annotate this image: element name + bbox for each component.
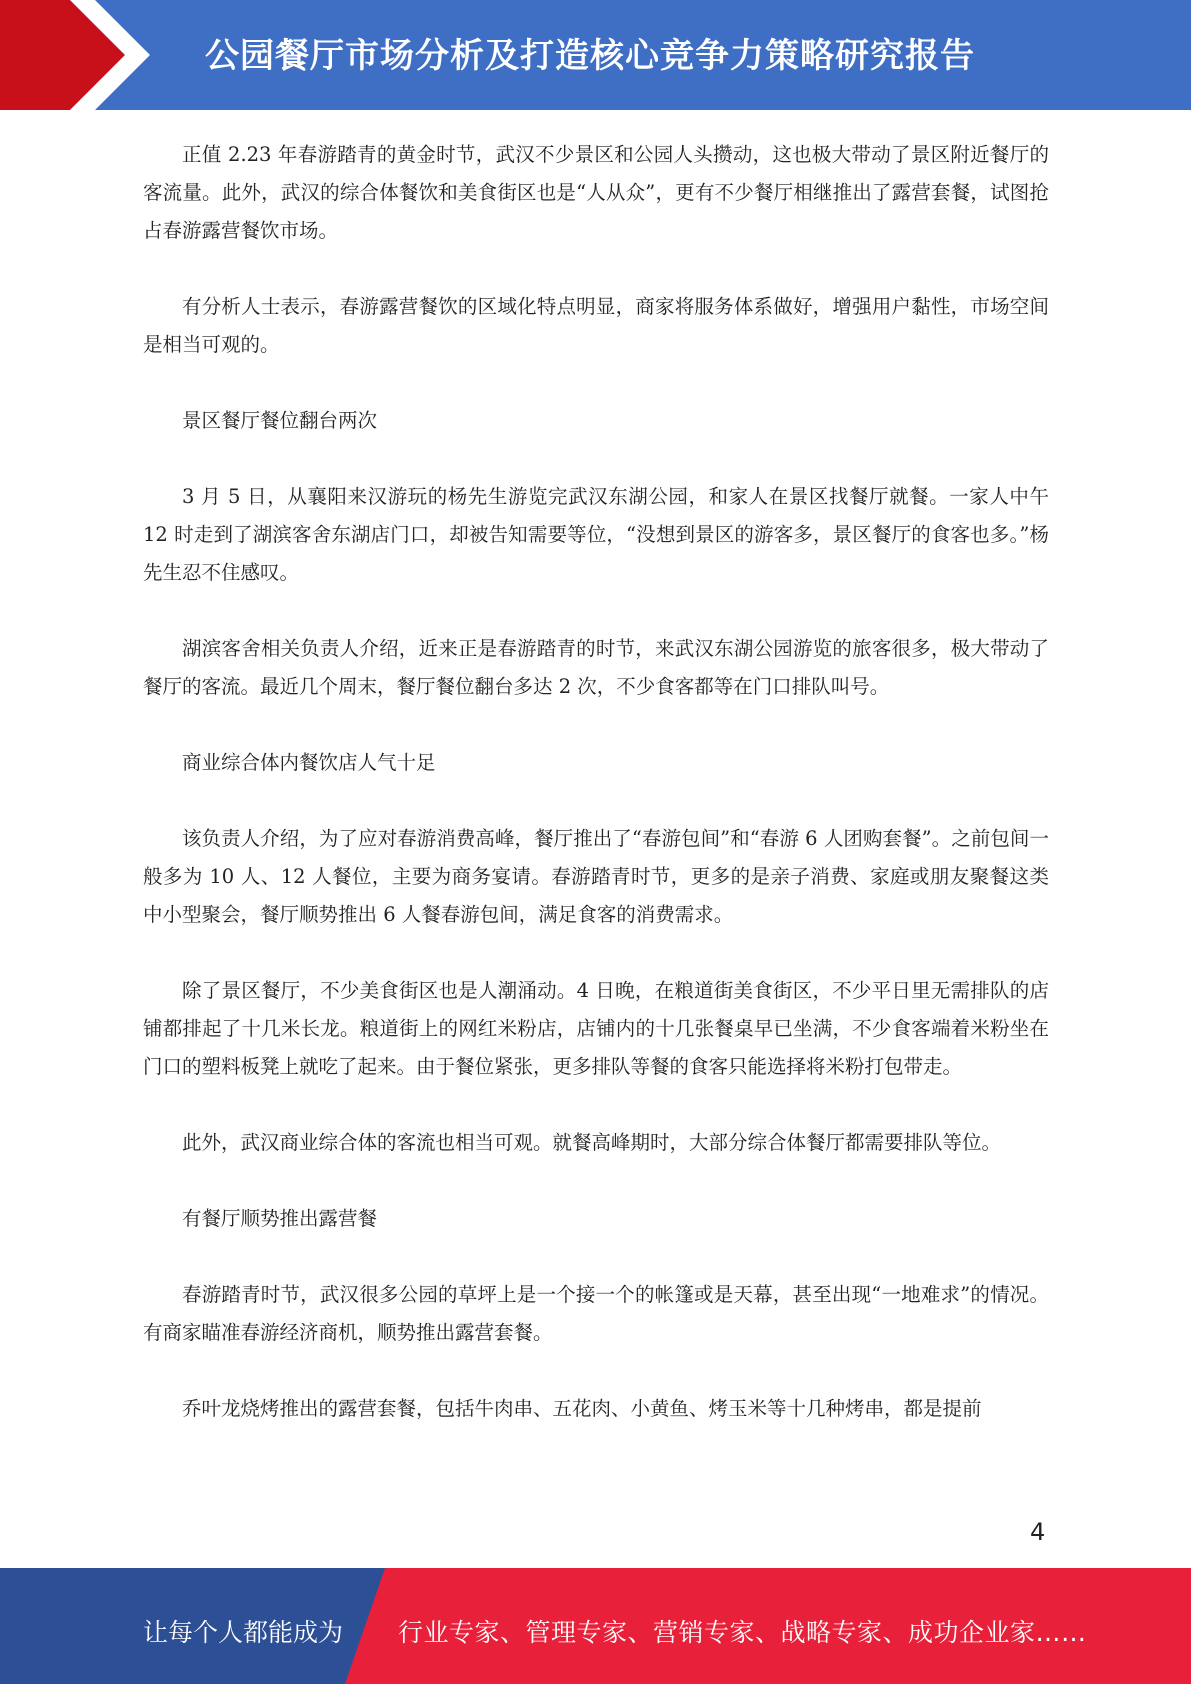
section-heading: 商业综合体内餐饮店人气十足 [182,751,436,774]
paragraph: 乔叶龙烧烤推出的露营套餐，包括牛肉串、五花肉、小黄鱼、烤玉米等十几种烤串，都是提前 [182,1397,982,1420]
paragraph: 春游踏青时节，武汉很多公园的草坪上是一个接一个的帐篷或是天幕，甚至出现“一地难求”的情况。有商家瞄准春游经济商机，顺势推出露营套餐。 [143,1283,1049,1344]
paragraph: 正值 2.23 年春游踏青的黄金时节，武汉不少景区和公园人头攒动，这也极大带动了景区附近餐厅的客流量。此外，武汉的综合体餐饮和美食街区也是“人从众”，更有不少餐厅相继推出了露营套餐，试图抢占春游露营餐饮市场。 [143,143,1049,242]
section-heading: 景区餐厅餐位翻台两次 [182,409,378,432]
paragraph: 湖滨客舍相关负责人介绍，近来正是春游踏青的时节，来武汉东湖公园游览的旅客很多，极大带动了餐厅的客流。最近几个周末，餐厅餐位翻台多达 2 次，不少食客都等在门口排队叫号。 [143,637,1049,698]
section-heading: 有餐厅顺势推出露营餐 [182,1207,378,1230]
paragraph: 3 月 5 日，从襄阳来汉游玩的杨先生游览完武汉东湖公园，和家人在景区找餐厅就餐。一家人中午 12 时走到了湖滨客舍东湖店门口，却被告知需要等位，“没想到景区的游客多，景区餐厅的食客也多。”杨先生忍不住感叹。 [143,485,1049,584]
paragraph: 此外，武汉商业综合体的客流也相当可观。就餐高峰期时，大部分综合体餐厅都需要排队等位。 [182,1131,1002,1154]
paragraph: 除了景区餐厅，不少美食街区也是人潮涌动。4 日晚，在粮道街美食街区，不少平日里无需排队的店铺都排起了十几米长龙。粮道街上的网红米粉店，店铺内的十几张餐桌早已坐满，不少食客端着米粉坐在门口的塑料板凳上就吃了起来。由于餐位紧张，更多排队等餐的食客只能选择将米粉打包带走。 [143,979,1049,1078]
paragraph: 该负责人介绍，为了应对春游消费高峰，餐厅推出了“春游包间”和“春游 6 人团购套餐”。之前包间一般多为 10 人、12 人餐位，主要为商务宴请。春游踏青时节，更多的是亲子消费、家庭或朋友聚餐这类中小型聚会，餐厅顺势推出 6 人餐春游包间，满足食客的消费需求。 [143,827,1049,926]
page-number: 4 [1030,1518,1046,1546]
footer-slogan-left: 让每个人都能成为 [143,1618,344,1647]
page-header [0,0,1191,110]
article-body [143,136,1049,1428]
page-footer [0,1568,1191,1684]
footer-slogan-right: 行业专家、管理专家、营销专家、战略专家、成功企业家…… [398,1618,1087,1647]
paragraph: 有分析人士表示，春游露营餐饮的区域化特点明显，商家将服务体系做好，增强用户黏性，市场空间是相当可观的。 [143,295,1049,356]
document-title: 公园餐厅市场分析及打造核心竞争力策略研究报告 [205,36,975,76]
